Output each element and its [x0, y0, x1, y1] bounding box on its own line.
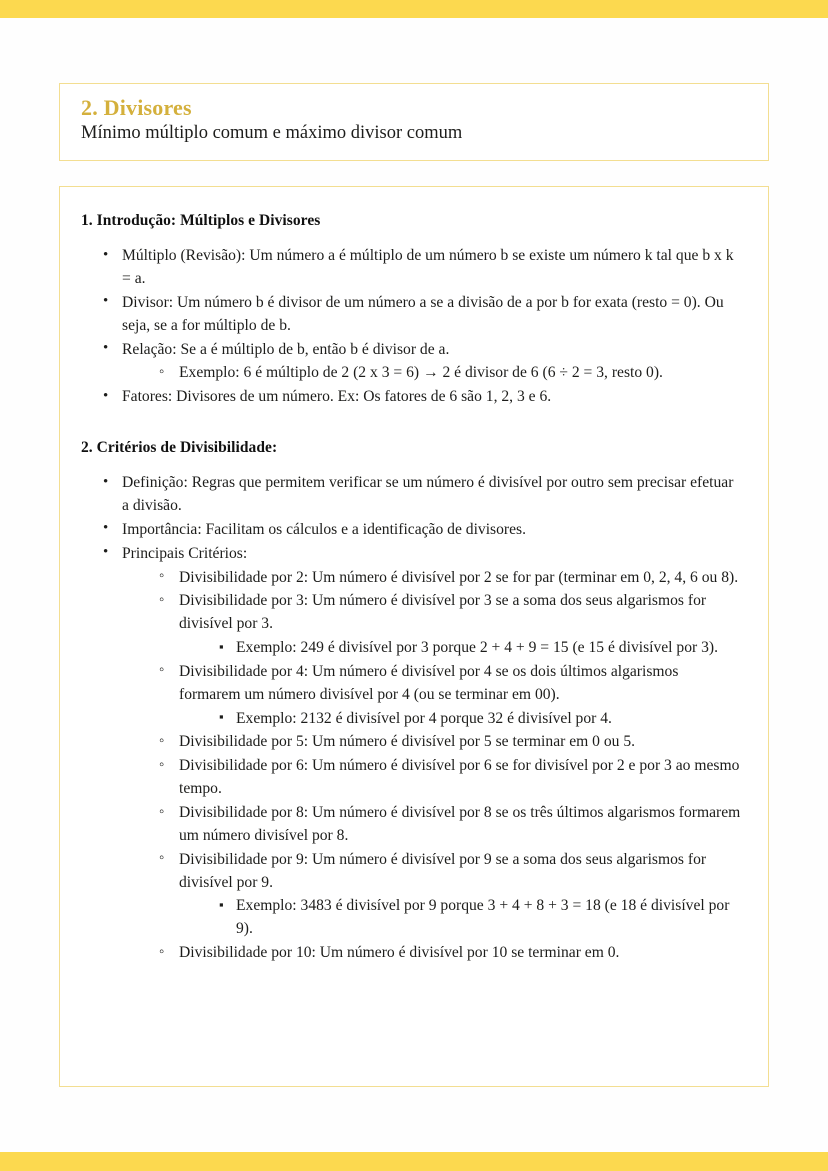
list-item	[95, 543, 742, 965]
bullet-list-level-1	[81, 245, 742, 409]
list-item	[210, 895, 742, 941]
list-item-text: Exemplo: 6 é múltiplo de 2 (2 x 3 = 6) → 2 é divisor de 6 (6 ÷ 2 = 3, resto 0).	[179, 364, 663, 382]
list-item	[151, 802, 742, 848]
list-item-text: Importância: Facilitam os cálculos e a identificação de divisores.	[122, 520, 526, 538]
top-accent-bar	[0, 0, 828, 18]
list-item	[151, 755, 742, 801]
section-heading: 1. Introdução: Múltiplos e Divisores	[81, 212, 321, 229]
list-item	[151, 942, 742, 965]
list-item-text: Fatores: Divisores de um número. Ex: Os fatores de 6 são 1, 2, 3 e 6.	[122, 388, 552, 406]
bullet-list-level-2	[151, 362, 742, 385]
bullet-list-level-3	[210, 895, 742, 941]
list-item	[151, 567, 742, 590]
list-item-text: Múltiplo (Revisão): Um número a é múltiplo de um número b se existe um número k tal que b x k = a.	[122, 247, 734, 287]
list-item	[95, 472, 742, 518]
list-item-text: Divisibilidade por 2: Um número é divisível por 2 se for par (terminar em 0, 2, 4, 6 ou 8).	[179, 568, 739, 586]
list-item	[95, 292, 742, 338]
bullet-list-level-3	[210, 637, 742, 660]
list-item	[210, 637, 742, 660]
list-item-text: Principais Critérios:	[122, 544, 248, 562]
list-item	[95, 339, 742, 386]
title-card	[59, 83, 769, 161]
list-item-text: Divisibilidade por 4: Um número é divisível por 4 se os dois últimos algarismos formarem um número divisível por 4 (ou se terminar em 00).	[179, 662, 679, 703]
list-item-text: Exemplo: 3483 é divisível por 9 porque 3 + 4 + 8 + 3 = 18 (e 18 é divisível por 9).	[236, 897, 730, 938]
bullet-list-level-3	[210, 708, 742, 731]
list-item-text: Divisibilidade por 6: Um número é divisível por 6 se for divisível por 2 e por 3 ao mesmo tempo.	[179, 757, 740, 798]
list-item-text: Divisibilidade por 10: Um número é divisível por 10 se terminar em 0.	[179, 944, 620, 962]
list-item-text: Divisibilidade por 8: Um número é divisível por 8 se os três últimos algarismos formarem um número divisível por 8.	[179, 804, 741, 844]
bottom-accent-bar	[0, 1152, 828, 1171]
list-item-text: Definição: Regras que permitem verificar se um número é divisível por outro sem precisar efetuar a divisão.	[122, 474, 734, 515]
bullet-list-level-1	[81, 472, 742, 965]
list-item	[95, 519, 742, 542]
list-item-text: Exemplo: 2132 é divisível por 4 porque 32 é divisível por 4.	[236, 709, 612, 727]
list-item	[151, 731, 742, 754]
bullet-list-level-2	[151, 567, 742, 965]
page-title: 2. Divisores	[81, 95, 192, 120]
list-item	[210, 708, 742, 731]
list-item-text: Divisibilidade por 9: Um número é divisível por 9 se a soma dos seus algarismos for divisível por 9.	[179, 850, 707, 891]
content-card	[59, 186, 769, 1087]
list-item-text: Divisibilidade por 3: Um número é divisível por 3 se a soma dos seus algarismos for divisível por 3.	[179, 592, 707, 633]
list-item	[95, 245, 742, 291]
list-item-text: Relação: Se a é múltiplo de b, então b é divisor de a.	[122, 340, 450, 358]
list-item	[151, 661, 742, 731]
list-item	[151, 849, 742, 941]
content-body	[81, 211, 742, 965]
list-item-text: Divisor: Um número b é divisor de um número a se a divisão de a por b for exata (resto = 0). Ou seja, se a for múltiplo de b.	[122, 293, 724, 334]
list-item	[151, 590, 742, 660]
list-item-text: Divisibilidade por 5: Um número é divisível por 5 se terminar em 0 ou 5.	[179, 733, 636, 751]
page-subtitle: Mínimo múltiplo comum e máximo divisor comum	[81, 122, 463, 143]
section-heading: 2. Critérios de Divisibilidade:	[81, 439, 278, 457]
list-item-text: Exemplo: 249 é divisível por 3 porque 2 + 4 + 9 = 15 (e 15 é divisível por 3).	[236, 639, 718, 657]
list-item	[95, 386, 742, 409]
list-item	[151, 362, 742, 385]
